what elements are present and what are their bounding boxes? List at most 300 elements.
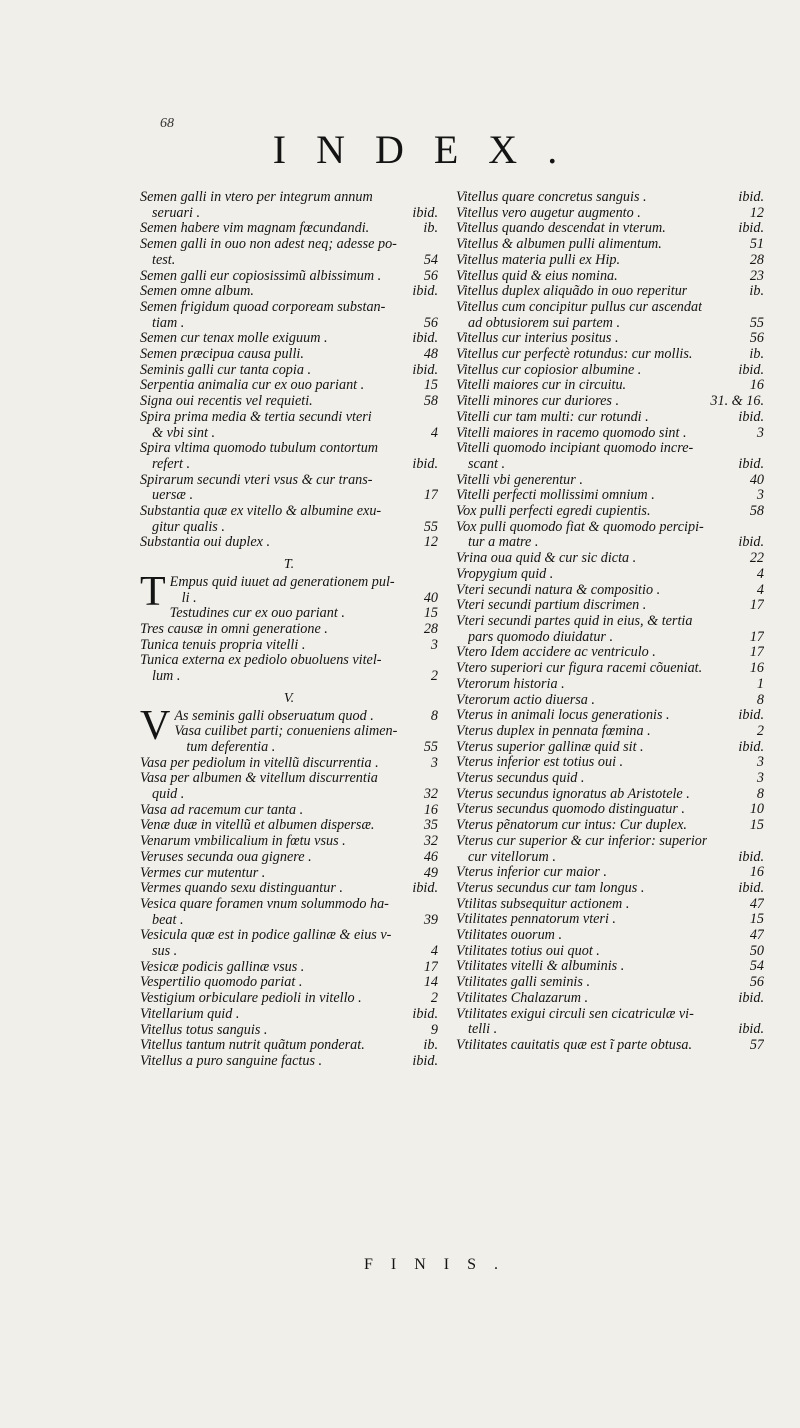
index-entry xyxy=(140,237,438,268)
entry-text: Vestigium orbiculare pedioli in vitello . xyxy=(140,991,362,1007)
entry-line xyxy=(456,284,764,300)
index-entry xyxy=(140,960,438,976)
entry-page-ref: ibid. xyxy=(412,1006,438,1022)
entry-text: Vteri secundi partes quid in eius, & tertia xyxy=(456,613,693,629)
entry-text: gitur qualis . xyxy=(152,519,225,535)
entry-line xyxy=(140,622,438,638)
entry-page-ref: 56 xyxy=(423,268,438,284)
entry-text: Vtero superiori cur figura racemi cõueniat. xyxy=(456,661,703,677)
drop-cap: T xyxy=(140,568,166,615)
entry-line xyxy=(140,347,438,363)
entry-line xyxy=(140,669,438,685)
entry-text: Vitellus cur perfectè rotundus: cur mollis. xyxy=(456,347,693,363)
index-entry xyxy=(456,410,764,426)
entry-text: Vterus superior gallinæ quid sit . xyxy=(456,739,644,755)
entry-page-ref: ibid. xyxy=(738,849,764,865)
entry-line xyxy=(140,426,438,442)
entry-page-ref: ibid. xyxy=(412,881,438,897)
index-entry xyxy=(456,693,764,709)
index-entry xyxy=(140,803,438,819)
entry-page-ref: 8 xyxy=(756,786,764,802)
entry-page-ref: 35 xyxy=(423,818,438,834)
entry-line xyxy=(456,975,764,991)
entry-text: Vtilitates pennatorum vteri . xyxy=(456,912,616,928)
entry-text: Vesicæ podicis gallinæ vsus . xyxy=(140,959,305,975)
index-entry xyxy=(456,897,764,913)
entry-text: Spirarum secundi vteri vsus & cur trans- xyxy=(140,472,373,488)
entry-text: Testudines cur ex ouo pariant . xyxy=(169,606,345,622)
index-entry xyxy=(456,598,764,614)
entry-line xyxy=(140,834,438,850)
entry-line xyxy=(456,394,764,410)
entry-line xyxy=(456,378,764,394)
entry-page-ref: 17 xyxy=(749,629,764,645)
entry-page-ref: 39 xyxy=(423,912,438,928)
entry-page-ref: 48 xyxy=(423,347,438,363)
entry-text: telli . xyxy=(468,1022,498,1038)
entry-line xyxy=(140,928,438,944)
entry-page-ref: ibid. xyxy=(738,708,764,724)
entry-line xyxy=(140,1054,438,1070)
entry-line xyxy=(140,237,438,253)
entry-page-ref: 23 xyxy=(749,268,764,284)
entry-text: ad obtusiorem sui partem . xyxy=(468,315,620,331)
entry-line xyxy=(140,944,438,960)
index-entry xyxy=(140,897,438,928)
index-entry xyxy=(140,378,438,394)
entry-page-ref: 2 xyxy=(756,723,764,739)
entry-line xyxy=(456,740,764,756)
entry-line xyxy=(456,661,764,677)
entry-line xyxy=(140,897,438,913)
entry-text: Venæ duæ in vitellũ et albumen dispersæ. xyxy=(140,818,375,834)
entry-page-ref: 15 xyxy=(749,818,764,834)
entry-line xyxy=(140,504,438,520)
index-entry xyxy=(140,1038,438,1054)
entry-page-ref: 55 xyxy=(423,519,438,535)
entry-line xyxy=(456,834,764,850)
entry-line xyxy=(456,583,764,599)
entry-page-ref: 40 xyxy=(749,472,764,488)
entry-line xyxy=(140,206,438,222)
entry-line xyxy=(140,991,438,1007)
entry-page-ref: ibid. xyxy=(738,880,764,896)
index-entry xyxy=(456,802,764,818)
index-entry xyxy=(456,237,764,253)
index-entry xyxy=(456,473,764,489)
entry-text: Vitellus quare concretus sanguis . xyxy=(456,190,647,205)
entry-text: uersæ . xyxy=(152,488,193,504)
entry-text: Semen cur tenax molle exiguum . xyxy=(140,331,328,347)
index-entry xyxy=(140,653,438,684)
index-entry xyxy=(456,1007,764,1038)
entry-text: Vitelli maiores in racemo quomodo sint . xyxy=(456,425,687,441)
entry-page-ref: ibid. xyxy=(412,362,438,378)
entry-text: Vtilitates galli seminis . xyxy=(456,975,590,991)
entry-text: Venarum vmbilicalium in fœtu vsus . xyxy=(140,834,346,850)
entry-text: lum . xyxy=(152,669,181,685)
entry-line xyxy=(140,535,438,551)
index-entry xyxy=(140,991,438,1007)
entry-line xyxy=(140,818,438,834)
entry-page-ref: 16 xyxy=(749,378,764,394)
entry-line xyxy=(456,253,764,269)
entry-line xyxy=(174,740,438,756)
entry-text: Seminis galli cur tanta copia . xyxy=(140,362,312,378)
entry-page-ref: 15 xyxy=(749,912,764,928)
entry-line xyxy=(170,575,438,591)
entry-line xyxy=(174,709,438,725)
entry-text: Spira prima media & tertia secundi vteri xyxy=(140,409,372,425)
entry-text: Vitellus tantum nutrit quãtum ponderat. xyxy=(140,1038,365,1054)
entry-text: sus . xyxy=(152,944,178,960)
entry-line xyxy=(456,221,764,237)
entry-text: Tunica externa ex pediolo obuoluens vitel- xyxy=(140,653,382,669)
index-entry xyxy=(456,818,764,834)
entry-line xyxy=(140,221,438,237)
entry-line xyxy=(456,269,764,285)
entry-line xyxy=(140,410,438,426)
entry-line xyxy=(456,850,764,866)
entry-line xyxy=(456,928,764,944)
entry-page-ref: 16 xyxy=(423,802,438,818)
index-entry xyxy=(456,206,764,222)
index-entry xyxy=(140,622,438,638)
entry-line xyxy=(456,755,764,771)
entry-line xyxy=(456,190,764,206)
entry-text: scant . xyxy=(468,456,506,472)
entry-line xyxy=(456,504,764,520)
section-letter: T. xyxy=(283,557,295,573)
index-entry xyxy=(140,975,438,991)
entry-page-ref: 51 xyxy=(749,237,764,253)
entry-text: Vitelli cur tam multi: cur rotundi . xyxy=(456,409,649,425)
index-entry xyxy=(456,269,764,285)
index-entry xyxy=(456,300,764,331)
entry-text: Semen frigidum quoad corpoream substan- xyxy=(140,299,386,315)
entry-line xyxy=(456,567,764,583)
index-entry xyxy=(456,928,764,944)
index-entry xyxy=(140,504,438,535)
entry-text: quid . xyxy=(152,787,185,803)
entry-line xyxy=(456,457,764,473)
index-entry xyxy=(456,363,764,379)
entry-line xyxy=(456,897,764,913)
entry-page-ref: ibid. xyxy=(738,456,764,472)
entry-page-ref: ibid. xyxy=(738,409,764,425)
page-number: 68 xyxy=(160,116,174,131)
entry-page-ref: 32 xyxy=(423,787,438,803)
entry-line xyxy=(140,771,438,787)
index-entry xyxy=(140,771,438,802)
entry-line xyxy=(456,598,764,614)
entry-page-ref: ibid. xyxy=(738,990,764,1006)
entry-text: Tres causæ in omni generatione . xyxy=(140,621,328,637)
entry-page-ref: 56 xyxy=(423,315,438,331)
entry-text: Vtilitates exigui circuli sen cicatriculæ vi- xyxy=(456,1006,694,1022)
entry-line xyxy=(140,787,438,803)
entry-line xyxy=(140,803,438,819)
entry-line xyxy=(456,331,764,347)
entry-page-ref: 4 xyxy=(430,944,438,960)
entry-text: Vitellarium quid . xyxy=(140,1006,240,1022)
index-entry xyxy=(140,473,438,504)
entry-text: refert . xyxy=(152,456,191,472)
entry-page-ref: 54 xyxy=(749,959,764,975)
index-entry xyxy=(456,253,764,269)
entry-line xyxy=(456,614,764,630)
entry-text: Vitelli perfecti mollissimi omnium . xyxy=(456,488,655,504)
index-entry xyxy=(456,724,764,740)
entry-line xyxy=(140,457,438,473)
entry-text: Vitellus cur copiosior albumine . xyxy=(456,362,642,378)
index-entry xyxy=(140,928,438,959)
index-entry xyxy=(140,347,438,363)
index-entry xyxy=(456,975,764,991)
entry-text: Vermes quando sexu distinguantur . xyxy=(140,881,343,897)
index-entry xyxy=(140,441,438,472)
entry-line xyxy=(140,488,438,504)
entry-line xyxy=(140,190,438,206)
entry-line xyxy=(140,441,438,457)
index-entry xyxy=(456,378,764,394)
entry-page-ref: 9 xyxy=(430,1022,438,1038)
drop-cap: V xyxy=(140,702,171,749)
index-entry xyxy=(140,606,438,622)
entry-text: Vtilitates cauitatis quæ est ĩ parte obtusa. xyxy=(456,1037,693,1053)
entry-text: Vespertilio quomodo pariat . xyxy=(140,975,303,991)
entry-page-ref: 32 xyxy=(423,834,438,850)
entry-page-ref: 46 xyxy=(423,849,438,865)
index-entry xyxy=(456,520,764,551)
entry-text: Vterus secundus cur tam longus . xyxy=(456,880,645,896)
entry-page-ref: ib. xyxy=(749,347,764,363)
index-entry xyxy=(140,638,438,654)
index-entry xyxy=(456,614,764,645)
entry-line xyxy=(140,881,438,897)
index-entry xyxy=(456,426,764,442)
entry-page-ref: 3 xyxy=(756,488,764,504)
entry-text: Vox pulli quomodo fiat & quomodo percipi- xyxy=(456,519,704,535)
entry-line xyxy=(140,253,438,269)
entry-page-ref: ibid. xyxy=(412,205,438,221)
entry-text: Vterus pẽnatorum cur intus: Cur duplex. xyxy=(456,818,687,834)
index-entry xyxy=(140,1054,438,1070)
entry-text: tur a matre . xyxy=(468,535,539,551)
entry-page-ref: 28 xyxy=(423,621,438,637)
entry-text: Semen galli eur copiosissimũ albissimum . xyxy=(140,268,382,284)
entry-text: Vterus in animali locus generationis . xyxy=(456,708,670,724)
entry-text: Vterus secundus quomodo distinguatur . xyxy=(456,802,685,818)
entry-page-ref: 50 xyxy=(749,943,764,959)
entry-line xyxy=(456,677,764,693)
entry-line xyxy=(140,1007,438,1023)
entry-page-ref: ibid. xyxy=(738,535,764,551)
entry-line xyxy=(140,960,438,976)
entry-line xyxy=(456,865,764,881)
entry-text: Semen præcipua causa pulli. xyxy=(140,347,304,363)
entry-line xyxy=(170,606,438,622)
entry-text: Vterorum historia . xyxy=(456,676,565,692)
entry-line xyxy=(140,331,438,347)
entry-line xyxy=(456,206,764,222)
entry-text: Vterus cur superior & cur inferior: superior xyxy=(456,833,708,849)
entry-text: Vtilitates Chalazarum . xyxy=(456,990,589,1006)
index-entry xyxy=(456,1038,764,1054)
entry-page-ref: 17 xyxy=(749,645,764,661)
index-entry xyxy=(140,881,438,897)
entry-line xyxy=(140,975,438,991)
index-entry xyxy=(456,347,764,363)
entry-text: Vox pulli perfecti egredi cupientis. xyxy=(456,504,651,520)
entry-text: Vitellus cum concipitur pullus cur ascendat xyxy=(456,299,703,315)
index-entry xyxy=(456,708,764,724)
entry-line xyxy=(456,363,764,379)
entry-line xyxy=(140,363,438,379)
entry-page-ref: 4 xyxy=(756,566,764,582)
entry-line xyxy=(456,944,764,960)
entry-line xyxy=(456,1007,764,1023)
entry-text: Semen galli in ouo non adest neq; adesse po- xyxy=(140,237,397,253)
entry-text: Vterus duplex in pennata fœmina . xyxy=(456,723,651,739)
entry-line xyxy=(140,394,438,410)
entry-text: Vtilitas subsequitur actionem . xyxy=(456,896,630,912)
index-entry xyxy=(140,834,438,850)
entry-text: seruari . xyxy=(152,205,201,221)
entry-text: Vterus secundus quid . xyxy=(456,771,585,787)
entry-line xyxy=(140,1023,438,1039)
entry-line xyxy=(140,284,438,300)
entry-line xyxy=(456,645,764,661)
entry-text: Vasa per pediolum in vitellũ discurrentia . xyxy=(140,755,379,771)
entry-line xyxy=(140,1038,438,1054)
entry-text: li . xyxy=(181,590,197,606)
entry-text: Vterus inferior est totius oui . xyxy=(456,755,624,771)
entry-line xyxy=(456,347,764,363)
entry-text: Vitellus & albumen pulli alimentum. xyxy=(456,237,662,253)
entry-page-ref: 16 xyxy=(749,661,764,677)
entry-text: Vterus inferior cur maior . xyxy=(456,865,607,881)
entry-text: Empus quid iuuet ad generationem pul- xyxy=(169,574,395,590)
entry-page-ref: 17 xyxy=(423,488,438,504)
index-entry xyxy=(456,221,764,237)
entry-page-ref: 14 xyxy=(423,975,438,991)
entry-line xyxy=(140,316,438,332)
index-entry xyxy=(140,410,438,441)
index-entry xyxy=(456,331,764,347)
entry-text: tum deferentia . xyxy=(186,739,276,755)
entry-text: Vasa ad racemum cur tanta . xyxy=(140,802,304,818)
index-entry xyxy=(140,394,438,410)
index-entry xyxy=(140,363,438,379)
finis-footer: FINIS. xyxy=(363,1256,516,1273)
index-entry xyxy=(140,866,438,882)
entry-line xyxy=(456,441,764,457)
index-entry xyxy=(140,724,438,755)
index-entry xyxy=(456,959,764,975)
entry-page-ref: 3 xyxy=(756,771,764,787)
entry-page-ref: 16 xyxy=(749,865,764,881)
index-entry xyxy=(456,441,764,472)
entry-page-ref: 8 xyxy=(430,708,438,724)
entry-line xyxy=(456,551,764,567)
entry-text: Vitellus materia pulli ex Hip. xyxy=(456,252,621,268)
entry-text: Tunica tenuis propria vitelli . xyxy=(140,637,306,653)
index-entry xyxy=(456,190,764,206)
index-entry xyxy=(456,661,764,677)
section-letter: V. xyxy=(283,690,295,706)
entry-text: Vitellus a puro sanguine factus . xyxy=(140,1053,323,1069)
entry-page-ref: 2 xyxy=(430,669,438,685)
entry-page-ref: 17 xyxy=(423,959,438,975)
entry-line xyxy=(140,653,438,669)
entry-line xyxy=(456,316,764,332)
entry-page-ref: ibid. xyxy=(738,1022,764,1038)
entry-line xyxy=(456,787,764,803)
index-entry xyxy=(140,850,438,866)
entry-text: Vasa per albumen & vitellum discurrentia xyxy=(140,771,378,787)
entry-text: Veruses secunda oua gignere . xyxy=(140,849,312,865)
index-column-right xyxy=(456,190,764,1054)
entry-page-ref: ibid. xyxy=(412,284,438,300)
index-entry xyxy=(140,284,438,300)
entry-page-ref: 56 xyxy=(749,331,764,347)
entry-line xyxy=(456,237,764,253)
entry-text: Serpentia animalia cur ex ouo pariant . xyxy=(140,378,365,394)
entry-text: beat . xyxy=(152,912,184,928)
entry-page-ref: 56 xyxy=(749,975,764,991)
entry-text: Semen habere vim magnam fœcundandi. xyxy=(140,221,370,237)
entry-text: Vermes cur mutentur . xyxy=(140,865,266,881)
index-entry xyxy=(140,818,438,834)
index-entry xyxy=(140,1023,438,1039)
index-entry xyxy=(140,331,438,347)
entry-page-ref: ib. xyxy=(749,284,764,300)
entry-page-ref: ibid. xyxy=(738,362,764,378)
entry-page-ref: 22 xyxy=(749,551,764,567)
entry-text: Vterus secundus ignoratus ab Aristotele . xyxy=(456,786,690,802)
index-entry xyxy=(140,300,438,331)
index-entry xyxy=(456,740,764,756)
entry-page-ref: 12 xyxy=(749,205,764,221)
entry-line xyxy=(456,991,764,1007)
entry-line xyxy=(456,818,764,834)
entry-page-ref: 17 xyxy=(749,598,764,614)
entry-page-ref: 15 xyxy=(423,378,438,394)
entry-page-ref: 47 xyxy=(749,928,764,944)
entry-page-ref: 1 xyxy=(756,676,764,692)
index-entry xyxy=(456,787,764,803)
entry-text: Vitelli minores cur duriores . xyxy=(456,394,620,410)
entry-page-ref: ibid. xyxy=(412,331,438,347)
index-entry xyxy=(456,944,764,960)
entry-text: As seminis galli obseruatum quod . xyxy=(174,708,374,724)
entry-page-ref: 15 xyxy=(423,606,438,622)
index-entry xyxy=(140,535,438,551)
entry-line xyxy=(140,473,438,489)
entry-page-ref: 54 xyxy=(423,252,438,268)
entry-text: Semen omne album. xyxy=(140,284,254,300)
index-entry xyxy=(456,881,764,897)
entry-text: Vtilitates totius oui quot . xyxy=(456,943,600,959)
index-column-left xyxy=(140,190,438,1070)
entry-text: Vesicula quæ est in podice gallinæ & eius v- xyxy=(140,928,392,944)
entry-page-ref: 57 xyxy=(749,1037,764,1053)
entry-line xyxy=(140,300,438,316)
entry-text: Vesica quare foramen vnum solummodo ha- xyxy=(140,896,389,912)
index-entry xyxy=(140,221,438,237)
entry-line xyxy=(456,881,764,897)
